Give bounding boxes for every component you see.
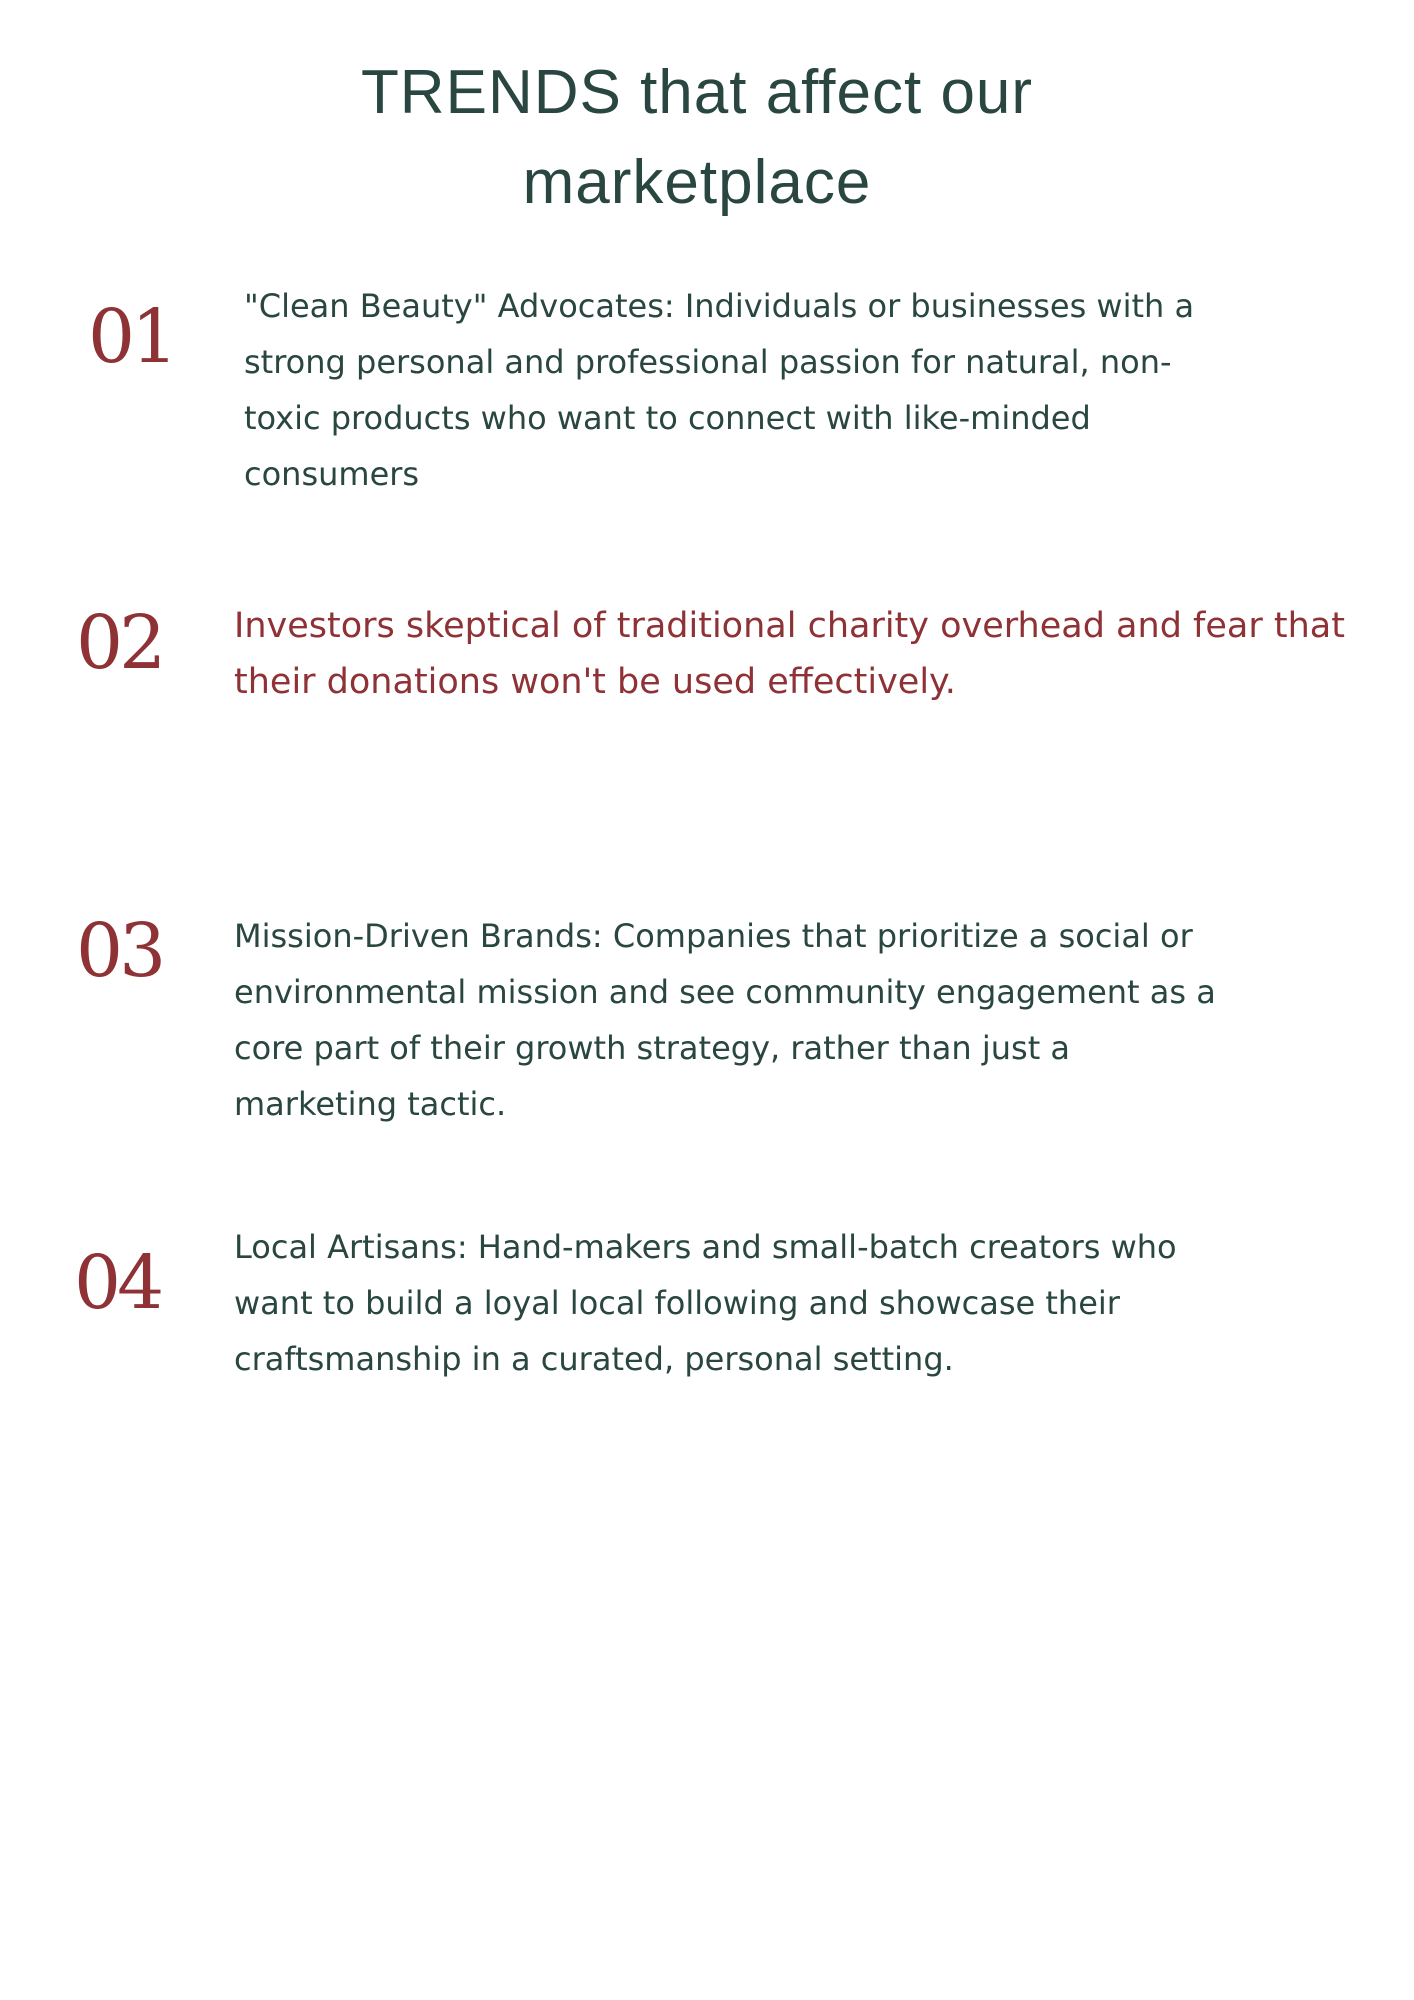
item-number-04: 04 <box>74 1240 161 1326</box>
item-number-01: 01 <box>88 294 175 380</box>
item-number-02: 02 <box>76 600 163 686</box>
page-title <box>0 48 1394 228</box>
item-text-03: Mission-Driven Brands: Companies that prioritize a social or environmental mission and see community engagement as a core part of their growth strategy, rather than just a marketing tactic. <box>234 917 1216 1123</box>
item-number-03: 03 <box>76 908 163 994</box>
page-title-line-1: TRENDS that affect our <box>360 58 1034 127</box>
item-text-01: "Clean Beauty" Advocates: Individuals or businesses with a strong personal and professional passion for natural, non-toxic products who want to connect with like-minded consumers <box>244 287 1195 493</box>
item-text-02: Investors skeptical of traditional charity overhead and fear that their donations won't be used effectively. <box>234 606 1345 702</box>
page-title-line-2: marketplace <box>522 148 872 217</box>
item-text-04: Local Artisans: Hand-makers and small-batch creators who want to build a loyal local following and showcase their craftsmanship in a curated, personal setting. <box>234 1228 1177 1378</box>
